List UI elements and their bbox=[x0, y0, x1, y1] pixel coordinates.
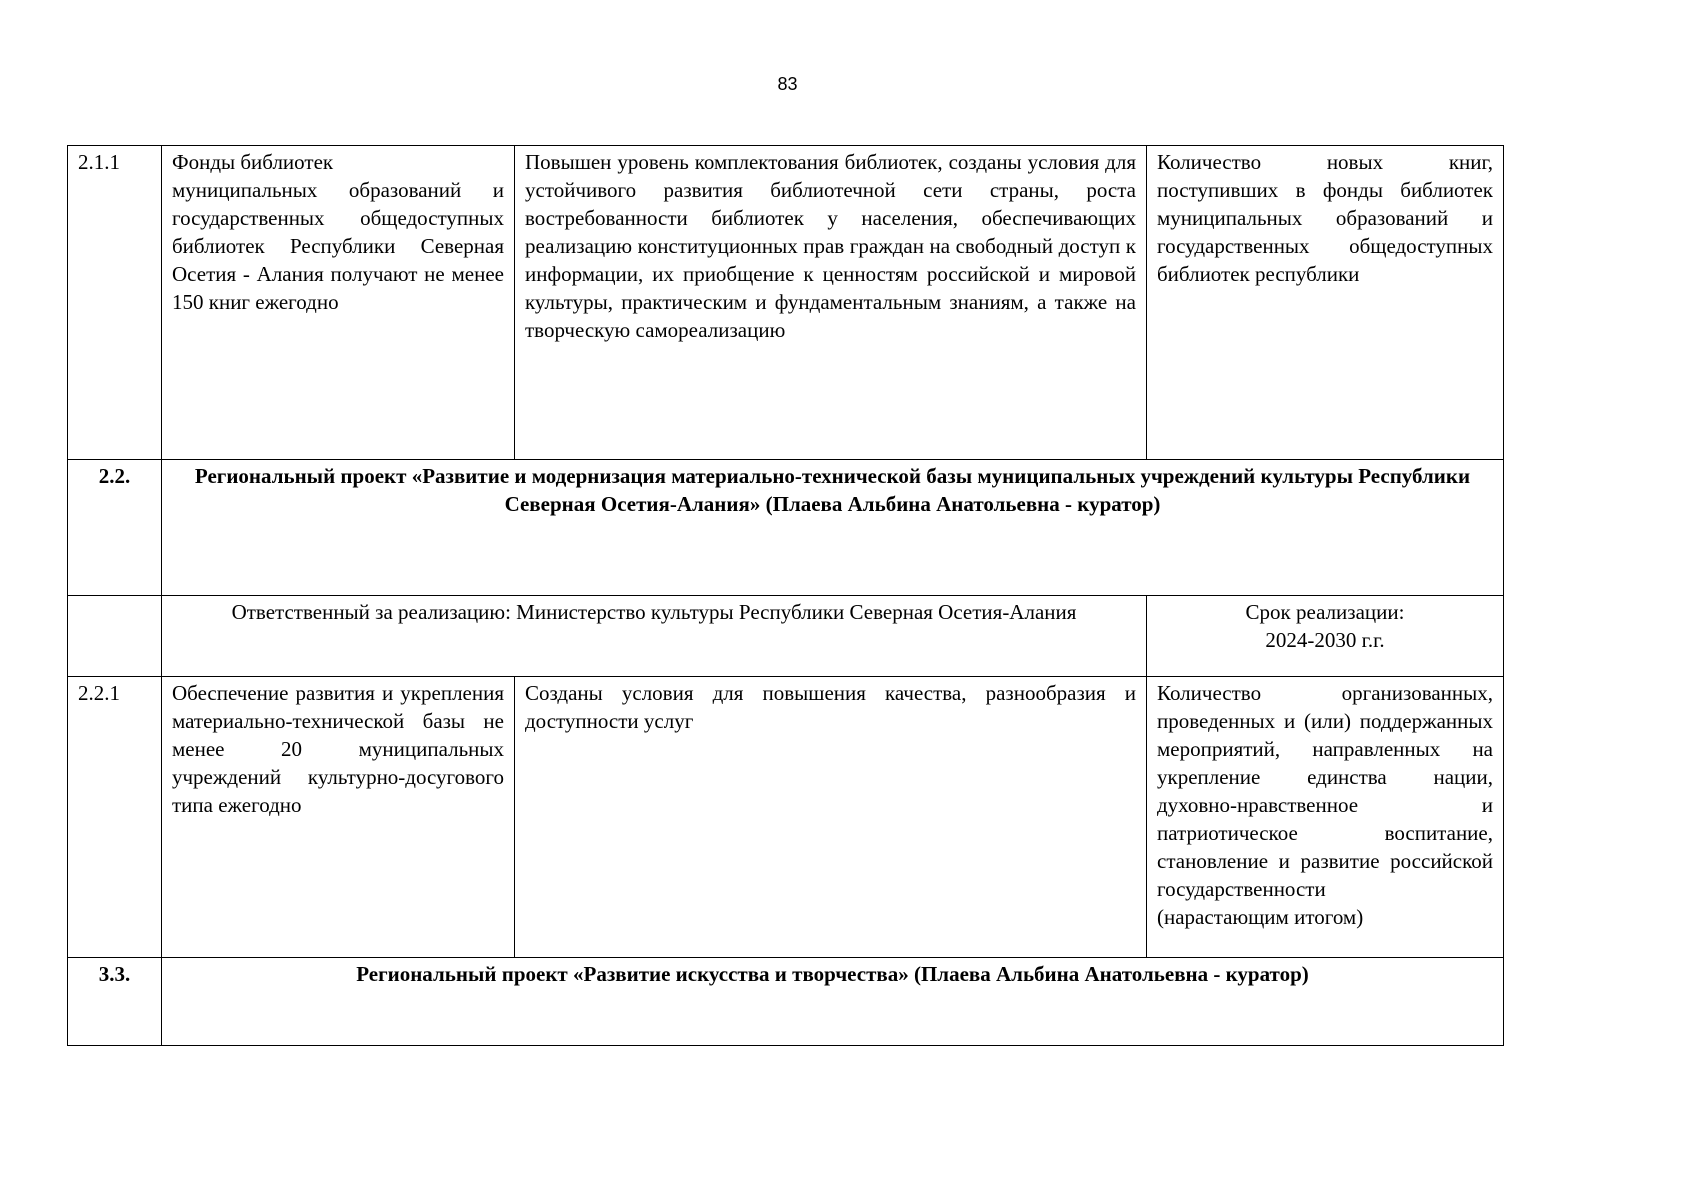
section-number: 3.3. bbox=[68, 958, 162, 1046]
section-number: 2.2. bbox=[68, 460, 162, 596]
task-cell bbox=[162, 146, 515, 460]
effect-cell: Повышен уровень комплектования библиотек, созданы условия для устойчивого развития библиотечной сети страны, роста востребованности библиотек у населения, обеспечивающих реализацию конституционных прав граждан на свободный доступ к информации, их приобщение к ценностям российской и мировой культуры, практическим и фундаментальным знаниям, а также на творческую самореализацию bbox=[515, 146, 1147, 460]
indicator-cell bbox=[1147, 677, 1504, 958]
row-number: 2.1.1 bbox=[68, 146, 162, 460]
indicator-cell: Количество новых книг, поступивших в фонды библиотек муниципальных образований и государственных общедоступных библиотек республики bbox=[1147, 146, 1504, 460]
section-title: Региональный проект «Развитие искусства и творчества» (Плаева Альбина Анатольевна - куратор) bbox=[162, 958, 1504, 1046]
indicator-text: Количество организованных, проведенных и (или) поддержанных мероприятий, направленных на укрепление единства нации, духовно-нравственное и патриотическое воспитание, становление и развитие российской государственности bbox=[1157, 681, 1493, 901]
section-row-3-3 bbox=[68, 958, 1504, 1046]
table-row-2-1-1 bbox=[68, 146, 1504, 460]
table-row-2-2-1 bbox=[68, 677, 1504, 958]
page-number: 83 bbox=[777, 74, 798, 94]
task-text: муниципальных образований и государственных общедоступных библиотек Республики Северная Осетия - Алания получают не менее 150 книг ежегодно bbox=[172, 178, 504, 314]
row-number: 2.2.1 bbox=[68, 677, 162, 958]
responsible-row bbox=[68, 596, 1504, 677]
empty-cell bbox=[68, 596, 162, 677]
term-cell bbox=[1147, 596, 1504, 677]
project-table bbox=[67, 145, 1504, 1046]
term-label: Срок реализации: bbox=[1245, 600, 1405, 624]
term-value: 2024-2030 г.г. bbox=[1265, 628, 1385, 652]
section-row-2-2 bbox=[68, 460, 1504, 596]
responsible-cell: Ответственный за реализацию: Министерство культуры Республики Северная Осетия-Алания bbox=[162, 596, 1147, 677]
task-cell: Обеспечение развития и укрепления материально-технической базы не менее 20 муниципальных учреждений культурно-досугового типа ежегодно bbox=[162, 677, 515, 958]
section-title: Региональный проект «Развитие и модернизация материально-технической базы муниципальных учреждений культуры Республики Северная Осетия-Алания» (Плаева Альбина Анатольевна - куратор) bbox=[162, 460, 1504, 596]
indicator-note: (нарастающим итогом) bbox=[1157, 905, 1364, 929]
effect-cell: Созданы условия для повышения качества, разнообразия и доступности услуг bbox=[515, 677, 1147, 958]
task-text-first-line: Фонды библиотек bbox=[172, 150, 334, 174]
